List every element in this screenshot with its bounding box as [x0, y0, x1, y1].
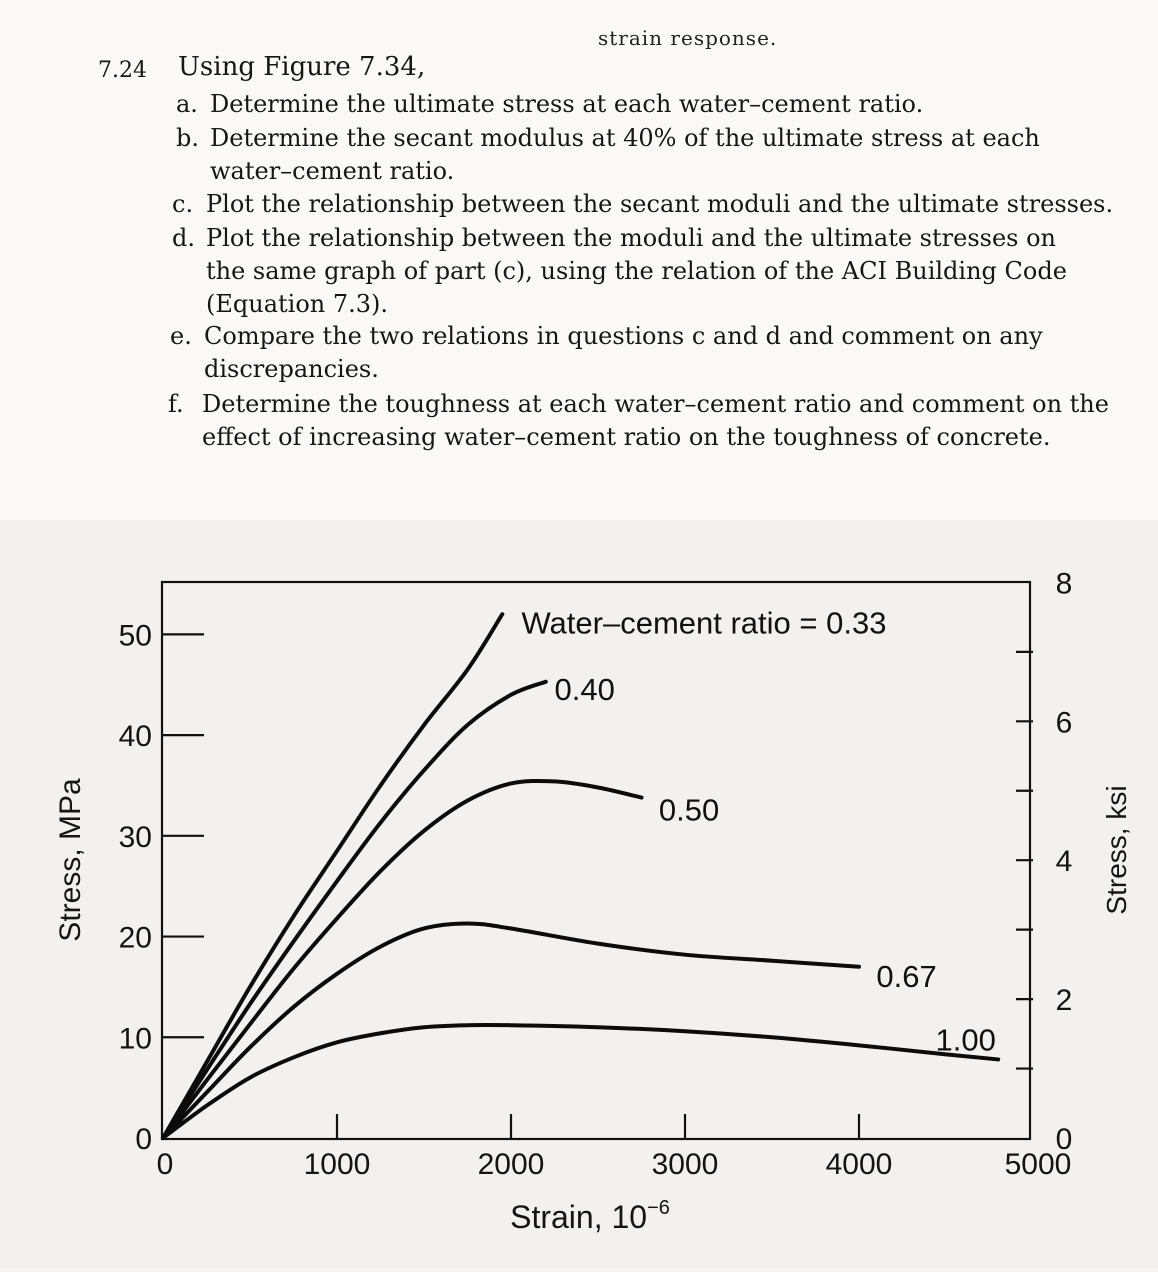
series-label-0-40: 0.40: [554, 671, 615, 707]
y2-tick-label: 6: [1055, 706, 1073, 740]
part-a: [176, 88, 923, 121]
y2-tick-label: 4: [1055, 845, 1073, 879]
part-e: [170, 320, 1043, 386]
x-tick-label: 1000: [303, 1148, 371, 1181]
y2-tick-label: 2: [1055, 984, 1073, 1018]
series-label-0-33: Water–cement ratio = 0.33: [521, 605, 887, 641]
part-label: d.: [172, 224, 195, 252]
series-label-1-00: 1.00: [935, 1022, 996, 1058]
part-line: Plot the relationship between the moduli and the ultimate stresses on: [206, 224, 1057, 252]
chart-svg: [0, 540, 1158, 1268]
y-tick-label: 30: [118, 820, 152, 854]
y-tick-label: 0: [135, 1123, 152, 1156]
x-tick-label: 0: [156, 1148, 174, 1181]
series-line-1-00: [163, 1025, 998, 1138]
problem-intro: Using Figure 7.34,: [178, 52, 426, 82]
part-line: Compare the two relations in questions c and d and comment on any: [204, 322, 1043, 350]
x-tick-label: 5000: [1004, 1148, 1072, 1181]
y2-axis-label: Stress, ksi: [1101, 785, 1132, 915]
part-f: [168, 388, 1109, 454]
x-axis-label-exponent: −6: [647, 1197, 670, 1219]
part-line: Plot the relationship between the secant moduli and the ultimate stresses.: [206, 190, 1114, 218]
part-b: [176, 122, 1040, 188]
part-line: water–cement ratio.: [210, 157, 455, 185]
part-label: e.: [170, 322, 192, 350]
ticks-group: [162, 634, 1033, 1138]
cut-off-header-fragment: strain response.: [598, 26, 778, 50]
plot-frame: [162, 582, 1030, 1139]
labels-group: [119, 567, 1073, 1181]
part-label: f.: [168, 390, 184, 418]
part-line: the same graph of part (c), using the relation of the ACI Building Code: [206, 257, 1067, 285]
part-line: discrepancies.: [204, 355, 379, 383]
x-tick-label: 2000: [477, 1148, 545, 1181]
y-axis-label: Stress, MPa: [54, 778, 87, 942]
y2-tick-label: 8: [1055, 567, 1073, 601]
part-line: (Equation 7.3).: [206, 290, 389, 318]
y-tick-label: 50: [118, 619, 152, 653]
problem-number: 7.24: [98, 58, 147, 83]
part-line: Determine the toughness at each water–cement ratio and comment on the: [202, 390, 1109, 418]
series-label-0-50: 0.50: [658, 792, 720, 828]
part-line: effect of increasing water–cement ratio on the toughness of concrete.: [202, 423, 1051, 451]
y-tick-label: 40: [118, 720, 152, 754]
part-d: [172, 222, 1067, 321]
part-line: Determine the secant modulus at 40% of the ultimate stress at each: [210, 124, 1040, 152]
part-label: c.: [172, 190, 194, 218]
y-tick-label: 20: [118, 921, 152, 955]
series-label-0-67: 0.67: [876, 958, 937, 994]
stress-strain-chart: [0, 540, 1158, 1268]
part-label: a.: [176, 90, 198, 118]
part-line: Determine the ultimate stress at each water–cement ratio.: [210, 90, 924, 118]
x-axis-label: [510, 1197, 670, 1235]
y2-tick-label: 0: [1055, 1123, 1073, 1156]
x-tick-label: 3000: [651, 1148, 719, 1181]
part-c: [172, 188, 1113, 221]
y-tick-label: 10: [118, 1022, 152, 1056]
x-axis-label-base: Strain, 10: [510, 1199, 648, 1235]
series-line-0-40: [163, 682, 546, 1138]
part-label: b.: [176, 124, 199, 152]
x-tick-label: 4000: [825, 1148, 893, 1181]
